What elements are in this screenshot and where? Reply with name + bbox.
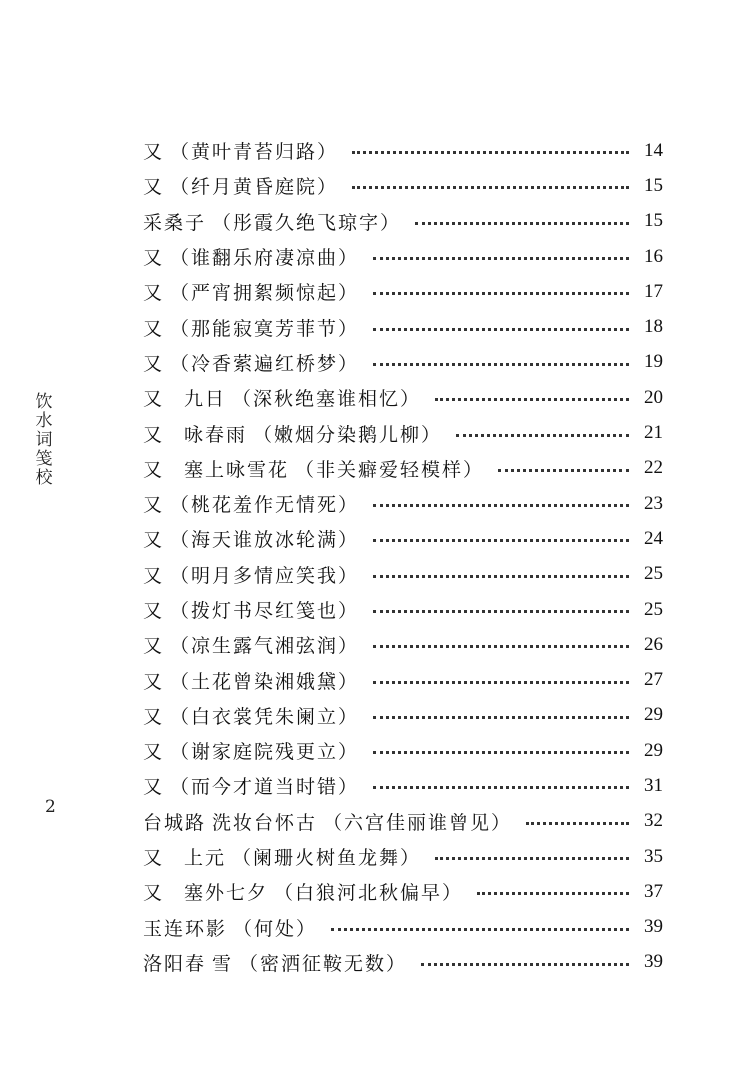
entry-tune-name: 又 xyxy=(143,635,165,658)
entry-tune-name: 又 xyxy=(143,141,165,164)
entry-first-line: （而今才道当时错） xyxy=(170,776,360,799)
entry-title xyxy=(143,702,359,729)
entry-tune-name: 洛阳春 xyxy=(143,952,207,975)
entry-tune-name: 又 xyxy=(143,176,165,199)
entry-page-number: 22 xyxy=(644,457,663,479)
side-book-title: 饮水词笺校 xyxy=(35,392,53,488)
toc-entry[interactable] xyxy=(143,380,663,415)
entry-first-line: （明月多情应笑我） xyxy=(170,564,360,587)
entry-tune-name: 又 xyxy=(143,247,165,270)
entry-first-line: （彤霞久绝飞琼字） xyxy=(212,211,402,234)
entry-page-number: 19 xyxy=(644,351,663,373)
dot-leader xyxy=(477,892,629,895)
entry-first-line: （嫩烟分染鹅儿柳） xyxy=(253,423,443,446)
dot-leader xyxy=(415,222,629,225)
toc-entry[interactable] xyxy=(143,239,663,274)
entry-page-number: 25 xyxy=(644,563,663,585)
entry-tune-name: 又 xyxy=(143,741,165,764)
toc-entry[interactable] xyxy=(143,698,663,733)
dot-leader xyxy=(373,257,629,260)
toc-entry[interactable] xyxy=(143,557,663,592)
entry-title xyxy=(143,914,317,941)
entry-page-number: 39 xyxy=(644,951,663,973)
dot-leader xyxy=(373,786,629,789)
entry-tune-name: 玉连环影 xyxy=(143,917,228,940)
entry-title xyxy=(143,137,338,164)
toc-entry[interactable] xyxy=(143,168,663,203)
entry-title xyxy=(143,172,338,199)
entry-title xyxy=(143,737,359,764)
entry-title xyxy=(143,349,359,376)
page-number: 2 xyxy=(45,797,56,817)
toc-entry[interactable] xyxy=(143,910,663,945)
entry-title xyxy=(143,843,421,870)
entry-title xyxy=(143,314,359,341)
entry-tune-name: 又 xyxy=(143,423,165,446)
toc-entry[interactable] xyxy=(143,733,663,768)
entry-tune-name: 又 xyxy=(143,882,165,905)
dot-leader xyxy=(352,186,629,189)
entry-subtitle: 洗妆台怀古 xyxy=(212,811,318,834)
entry-page-number: 26 xyxy=(644,633,663,655)
entry-tune-name: 又 xyxy=(143,529,165,552)
dot-leader xyxy=(373,539,629,542)
toc-entry[interactable] xyxy=(143,945,663,980)
entry-tune-name: 又 xyxy=(143,494,165,517)
entry-page-number: 16 xyxy=(644,245,663,267)
entry-title xyxy=(143,596,359,623)
toc-entry[interactable] xyxy=(143,521,663,556)
entry-page-number: 15 xyxy=(644,174,663,196)
entry-title xyxy=(143,525,359,552)
dot-leader xyxy=(352,151,629,154)
entry-tune-name: 又 xyxy=(143,670,165,693)
entry-page-number: 32 xyxy=(644,810,663,832)
entry-tune-name: 又 xyxy=(143,282,165,305)
entry-title xyxy=(143,878,463,905)
entry-first-line: （白衣裳凭朱阑立） xyxy=(170,705,360,728)
entry-title xyxy=(143,772,359,799)
entry-first-line: （阑珊火树鱼龙舞） xyxy=(232,847,422,870)
entry-page-number: 29 xyxy=(644,739,663,761)
dot-leader xyxy=(331,928,629,931)
entry-first-line: （严宵拥絮频惊起） xyxy=(170,282,360,305)
toc-entry[interactable] xyxy=(143,768,663,803)
dot-leader xyxy=(373,575,629,578)
entry-title xyxy=(143,490,359,517)
dot-leader xyxy=(373,645,629,648)
entry-title xyxy=(143,949,407,976)
dot-leader xyxy=(373,751,629,754)
entry-page-number: 39 xyxy=(644,916,663,938)
toc-entry[interactable] xyxy=(143,309,663,344)
entry-first-line: （六宫佳丽谁曾见） xyxy=(323,811,513,834)
entry-tune-name: 又 xyxy=(143,388,165,411)
entry-first-line: （纤月黄昏庭院） xyxy=(170,176,339,199)
dot-leader xyxy=(373,292,629,295)
entry-first-line: （谁翻乐府凄凉曲） xyxy=(170,247,360,270)
dot-leader xyxy=(498,469,629,472)
entry-page-number: 35 xyxy=(644,845,663,867)
toc-entry[interactable] xyxy=(143,486,663,521)
entry-tune-name: 又 xyxy=(143,564,165,587)
entry-page-number: 37 xyxy=(644,880,663,902)
entry-first-line: （那能寂寞芳菲节） xyxy=(170,317,360,340)
entry-subtitle: 上元 xyxy=(184,847,227,870)
dot-leader xyxy=(435,857,629,860)
dot-leader xyxy=(373,716,629,719)
dot-leader xyxy=(373,328,629,331)
entry-title xyxy=(143,243,359,270)
toc-entry[interactable] xyxy=(143,345,663,380)
entry-subtitle: 雪 xyxy=(212,952,234,975)
toc-entry[interactable] xyxy=(143,662,663,697)
entry-first-line: （拨灯书尽红笺也） xyxy=(170,600,360,622)
entry-first-line: （白狼河北秋偏早） xyxy=(274,882,464,905)
entry-page-number: 23 xyxy=(644,492,663,514)
entry-title xyxy=(143,455,484,482)
entry-first-line: （土花曾染湘娥黛） xyxy=(170,670,360,693)
entry-page-number: 31 xyxy=(644,774,663,796)
dot-leader xyxy=(435,398,629,401)
entry-first-line: （凉生露气湘弦润） xyxy=(170,635,360,658)
entry-first-line: （海天谁放冰轮满） xyxy=(170,529,360,552)
entry-tune-name: 又 xyxy=(143,847,165,870)
entry-subtitle: 塞外七夕 xyxy=(184,882,269,905)
entry-first-line: （谢家庭院残更立） xyxy=(170,741,360,764)
dot-leader xyxy=(456,434,629,437)
entry-tune-name: 又 xyxy=(143,600,165,622)
entry-tune-name: 又 xyxy=(143,705,165,728)
dot-leader xyxy=(421,963,629,966)
entry-title xyxy=(143,278,359,305)
entry-tune-name: 又 xyxy=(143,352,165,375)
entry-page-number: 29 xyxy=(644,704,663,726)
entry-tune-name: 采桑子 xyxy=(143,211,207,234)
entry-page-number: 18 xyxy=(644,316,663,338)
dot-leader xyxy=(373,363,629,366)
toc-entry[interactable] xyxy=(143,839,663,874)
toc-entry[interactable] xyxy=(143,627,663,662)
toc-entry[interactable] xyxy=(143,274,663,309)
toc-entry[interactable] xyxy=(143,133,663,168)
toc-entry[interactable] xyxy=(143,592,663,627)
entry-first-line: （深秋绝塞谁相忆） xyxy=(232,388,422,411)
dot-leader xyxy=(373,681,629,684)
entry-title xyxy=(143,384,421,411)
entry-title xyxy=(143,667,359,694)
entry-subtitle: 塞上咏雪花 xyxy=(184,458,290,481)
entry-first-line: （桃花羞作无情死） xyxy=(170,494,360,517)
entry-first-line: （何处） xyxy=(233,917,318,940)
entry-first-line: （密洒征鞍无数） xyxy=(239,952,408,975)
entry-title xyxy=(143,631,359,658)
entry-page-number: 21 xyxy=(644,422,663,444)
entry-title xyxy=(143,208,401,235)
entry-tune-name: 又 xyxy=(143,776,165,799)
toc-entry[interactable] xyxy=(143,874,663,909)
entry-page-number: 15 xyxy=(644,210,663,232)
entry-page-number: 24 xyxy=(644,527,663,549)
entry-tune-name: 又 xyxy=(143,317,165,340)
toc-entry[interactable] xyxy=(143,804,663,839)
entry-page-number: 20 xyxy=(644,386,663,408)
toc-entry[interactable] xyxy=(143,204,663,239)
entry-title xyxy=(143,561,359,588)
entry-page-number: 25 xyxy=(644,598,663,620)
entry-first-line: （黄叶青苔归路） xyxy=(170,141,339,164)
entry-subtitle: 九日 xyxy=(184,388,227,411)
entry-title xyxy=(143,420,442,447)
entry-page-number: 27 xyxy=(644,669,663,691)
entry-first-line: （冷香萦遍红桥梦） xyxy=(170,352,360,375)
toc-entry[interactable] xyxy=(143,415,663,450)
entry-page-number: 14 xyxy=(644,139,663,161)
entry-tune-name: 台城路 xyxy=(143,811,207,834)
entry-subtitle: 咏春雨 xyxy=(184,423,248,446)
entry-tune-name: 又 xyxy=(143,458,165,481)
entry-title xyxy=(143,808,512,835)
entry-page-number: 17 xyxy=(644,280,663,302)
entry-first-line: （非关癖爱轻模样） xyxy=(295,458,485,481)
table-of-contents xyxy=(143,133,663,980)
dot-leader xyxy=(373,610,629,613)
dot-leader xyxy=(373,504,629,507)
toc-entry[interactable] xyxy=(143,451,663,486)
dot-leader xyxy=(526,822,629,825)
